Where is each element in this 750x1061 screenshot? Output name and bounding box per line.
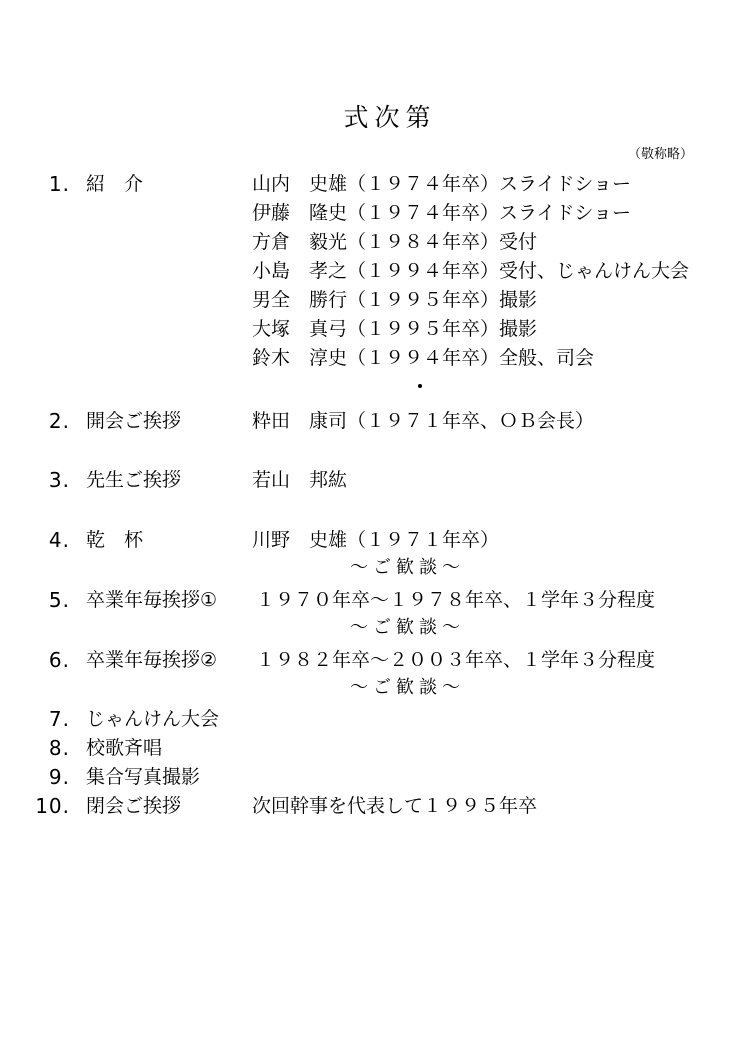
item-detail: １９８２年卒～２００３年卒、１学年３分程度 — [256, 649, 656, 671]
item-label: 紹 介 — [86, 173, 144, 195]
item-detail: 次回幹事を代表して１９９５年卒 — [252, 795, 538, 817]
staff-line: 小島 孝之（１９９４年卒）受付、じゃんけん大会 — [252, 260, 690, 282]
item-label: 集合写真撮影 — [86, 766, 201, 788]
item-detail: 若山 邦紘 — [252, 469, 348, 491]
staff-line: 方倉 毅光（１９８４年卒）受付 — [252, 231, 538, 253]
item-label: 閉会ご挨拶 — [86, 795, 182, 817]
kandan-break: ～ご歓談～ — [350, 617, 465, 638]
staff-line: 山内 史雄（１９７４年卒）スライドショー — [252, 173, 632, 195]
page-title: 式次第 — [343, 103, 437, 132]
item-number: 7. — [48, 707, 70, 731]
honorifics-omitted-note: （敬称略） — [628, 147, 694, 162]
scan-speck — [418, 384, 422, 388]
item-label: 先生ご挨拶 — [86, 469, 182, 491]
item-detail: 粋田 康司（１９７１年卒、ＯＢ会長） — [252, 410, 595, 432]
item-number: 8. — [48, 736, 70, 760]
item-label: 校歌斉唱 — [86, 737, 163, 759]
staff-line: 男全 勝行（１９９５年卒）撮影 — [252, 289, 538, 311]
item-label: 卒業年毎挨拶① — [86, 589, 218, 611]
item-label: 乾 杯 — [86, 529, 144, 551]
item-label: じゃんけん大会 — [86, 708, 220, 730]
staff-line: 伊藤 隆史（１９７４年卒）スライドショー — [252, 202, 632, 224]
item-detail: １９７０年卒～１９７８年卒、１学年３分程度 — [256, 589, 656, 611]
item-number: 5. — [48, 588, 70, 612]
item-number: 10. — [35, 794, 70, 818]
item-label: 開会ご挨拶 — [86, 410, 182, 432]
item-number: 1. — [48, 172, 70, 196]
item-number: 6. — [48, 648, 70, 672]
item-number: 2. — [48, 409, 70, 433]
kandan-break: ～ご歓談～ — [350, 677, 465, 698]
item-number: 3. — [48, 468, 70, 492]
item-detail: 川野 史雄（１９７１年卒） — [252, 529, 500, 551]
item-number: 9. — [48, 765, 70, 789]
staff-line: 大塚 真弓（１９９５年卒）撮影 — [252, 318, 538, 340]
kandan-break: ～ご歓談～ — [350, 557, 465, 578]
item-label: 卒業年毎挨拶② — [86, 649, 218, 671]
staff-line: 鈴木 淳史（１９９４年卒）全般、司会 — [252, 347, 595, 369]
item-number: 4. — [48, 528, 70, 552]
